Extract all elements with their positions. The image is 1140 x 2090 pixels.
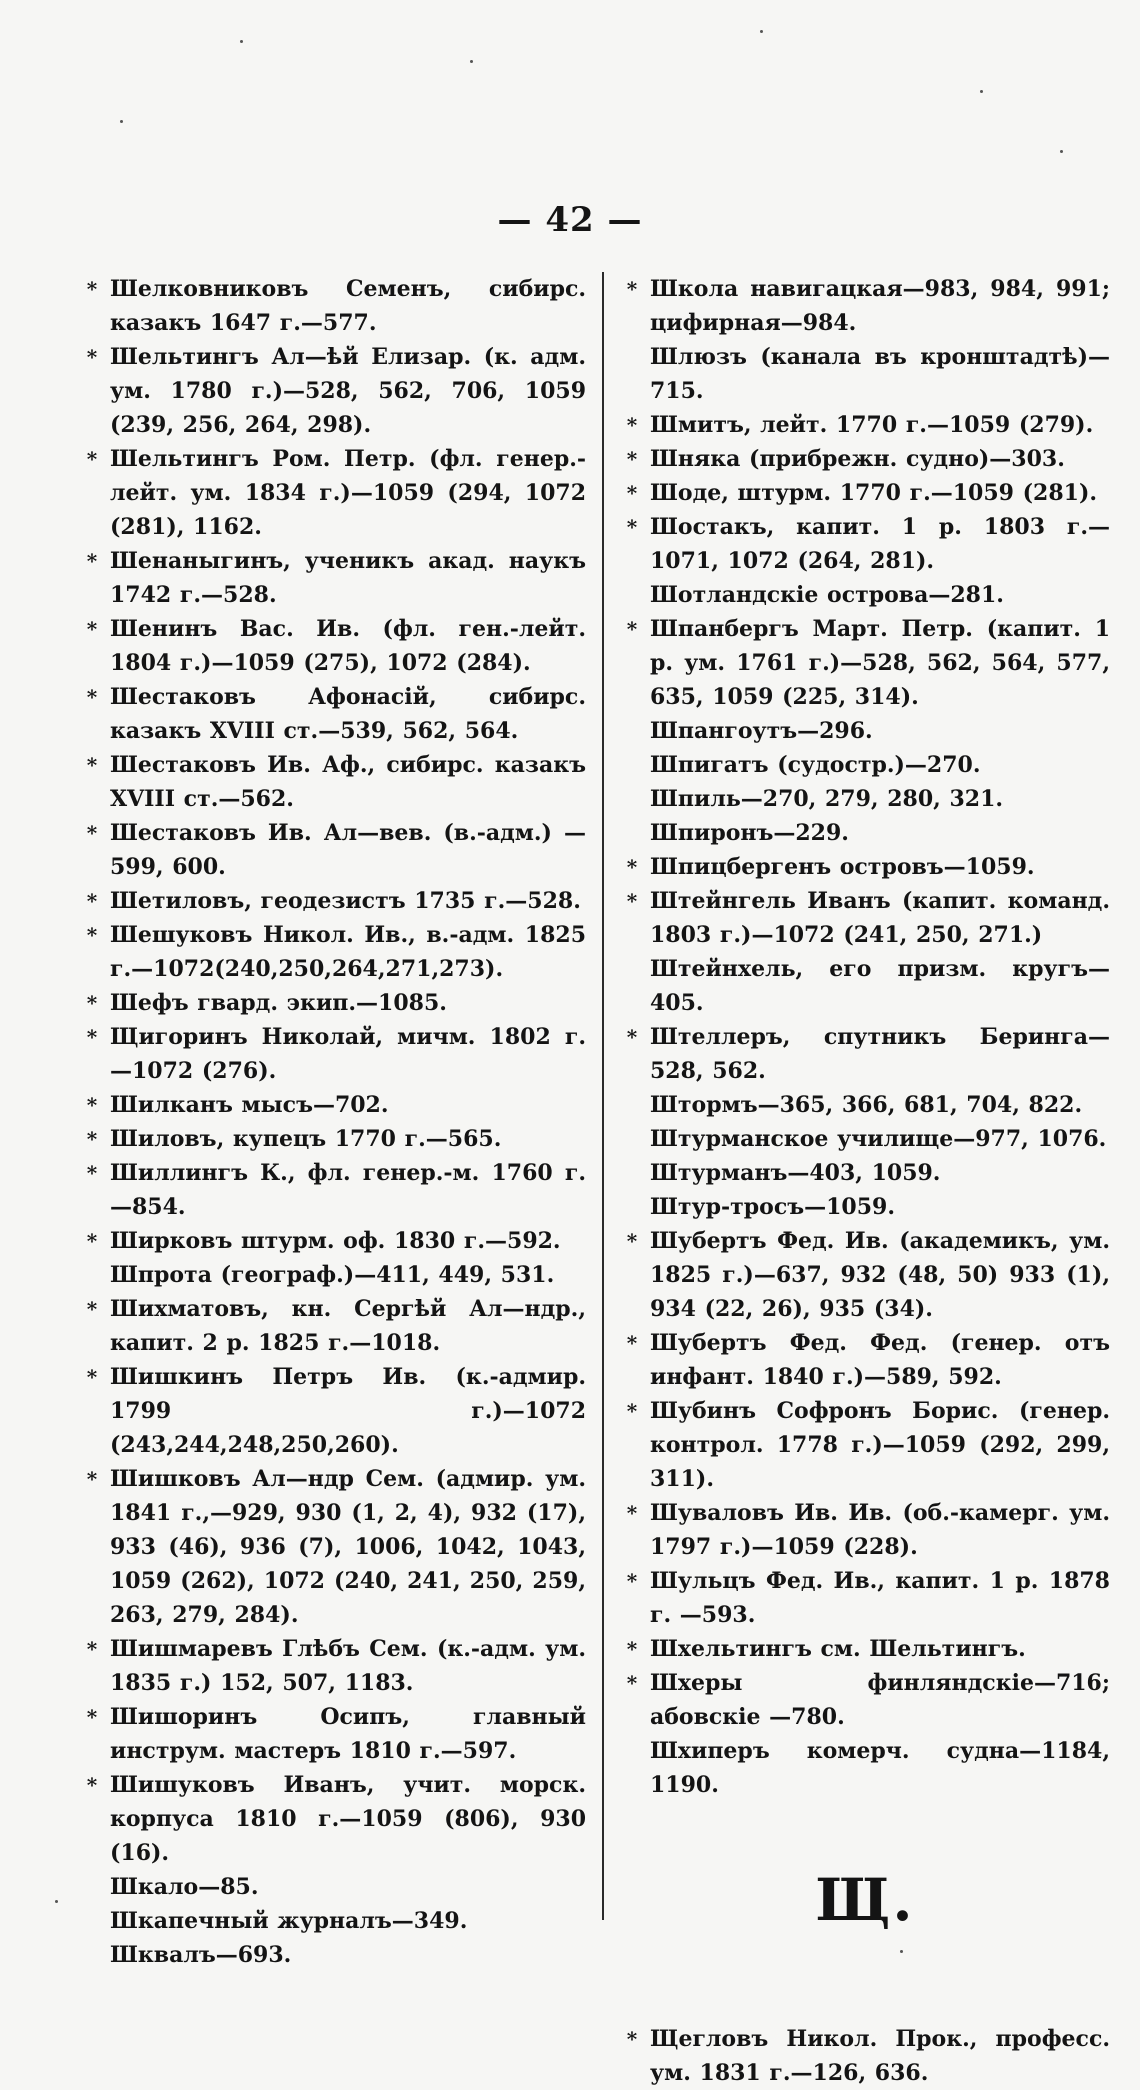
index-entry xyxy=(80,680,586,748)
index-entry xyxy=(620,1020,1110,1088)
entry-text: Шишоринъ Осипъ, главный инструм. мастеръ 1810 г.—597. xyxy=(110,1704,586,1764)
entry-text: Штур-тросъ—1059. xyxy=(650,1194,895,1220)
entry-text: Штормъ—365, 366, 681, 704, 822. xyxy=(650,1092,1083,1118)
asterisk-marker: * xyxy=(626,277,638,301)
asterisk-marker: * xyxy=(626,481,638,505)
entry-text: Шкапечный журналъ—349. xyxy=(110,1908,468,1934)
asterisk-marker: * xyxy=(86,345,98,369)
asterisk-marker: * xyxy=(86,447,98,471)
asterisk-marker: * xyxy=(86,617,98,641)
entry-text: Шубинъ Софронъ Борис. (генер. контрол. 1778 г.)—1059 (292, 299, 311). xyxy=(650,1398,1110,1492)
asterisk-marker: * xyxy=(86,1467,98,1491)
entry-text: Штурманское училище—977, 1076. xyxy=(650,1126,1107,1152)
asterisk-marker: * xyxy=(626,1399,638,1423)
index-entry xyxy=(80,1360,586,1462)
entry-text: Шмитъ, лейт. 1770 г.—1059 (279). xyxy=(650,412,1094,438)
scan-speck xyxy=(120,120,123,123)
index-entry xyxy=(80,816,586,884)
entry-text: Шпиль—270, 279, 280, 321. xyxy=(650,786,1004,812)
asterisk-marker: * xyxy=(86,923,98,947)
index-entry xyxy=(80,442,586,544)
asterisk-marker: * xyxy=(626,1229,638,1253)
index-entry xyxy=(80,1088,586,1122)
index-entry xyxy=(620,782,1110,816)
index-entry xyxy=(620,1088,1110,1122)
index-entry xyxy=(80,1020,586,1088)
entry-text: Штеллеръ, спутникъ Беринга—528, 562. xyxy=(650,1024,1110,1084)
entry-text: Шпиронъ—229. xyxy=(650,820,849,846)
right-column xyxy=(620,272,1110,2090)
index-entry xyxy=(620,1496,1110,1564)
index-entry xyxy=(80,340,586,442)
right-column-after-section-list xyxy=(620,2022,1110,2090)
entry-text: Шостакъ, капит. 1 р. 1803 г.—1071, 1072 (264, 281). xyxy=(650,514,1110,574)
entry-text: Щегловъ Никол. Прок., професс. ум. 1831 г.—126, 636. xyxy=(650,2026,1110,2086)
entry-text: Шенаныгинъ, ученикъ акад. наукъ 1742 г.—528. xyxy=(110,548,586,608)
index-entry xyxy=(80,1258,586,1292)
entry-text: Шестаковъ Ив. Аф., сибирс. казакъ XVIII ст.—562. xyxy=(110,752,586,812)
index-entry xyxy=(80,1870,586,1904)
index-entry xyxy=(620,1632,1110,1666)
index-entry xyxy=(620,1326,1110,1394)
index-entry xyxy=(80,918,586,986)
asterisk-marker: * xyxy=(86,1093,98,1117)
index-entry xyxy=(80,544,586,612)
index-entry xyxy=(80,1632,586,1700)
index-entry xyxy=(620,2022,1110,2090)
index-entry xyxy=(620,340,1110,408)
column-divider xyxy=(602,272,604,1920)
asterisk-marker: * xyxy=(86,1637,98,1661)
entry-text: Шилканъ мысъ—702. xyxy=(110,1092,389,1118)
index-entry xyxy=(80,612,586,680)
asterisk-marker: * xyxy=(626,2027,638,2051)
entry-text: Шпанбергъ Март. Петр. (капит. 1 р. ум. 1761 г.)—528, 562, 564, 577, 635, 1059 (225, 314). xyxy=(650,616,1110,710)
asterisk-marker: * xyxy=(86,1365,98,1389)
index-entry xyxy=(620,1122,1110,1156)
index-entry xyxy=(80,1224,586,1258)
entry-text: Штейнгель Иванъ (капит. команд. 1803 г.)—1072 (241, 250, 271.) xyxy=(650,888,1110,948)
entry-text: Шестаковъ Афонасій, сибирс. казакъ XVIII ст.—539, 562, 564. xyxy=(110,684,586,744)
entry-text: Шульцъ Фед. Ив., капит. 1 р. 1878 г. —593. xyxy=(650,1568,1110,1628)
asterisk-marker: * xyxy=(86,549,98,573)
index-entry xyxy=(80,1292,586,1360)
asterisk-marker: * xyxy=(86,821,98,845)
entry-text: Шельтингъ Ром. Петр. (фл. генер.-лейт. ум. 1834 г.)—1059 (294, 1072 (281), 1162. xyxy=(110,446,586,540)
entry-text: Шенинъ Вас. Ив. (фл. ген.-лейт. 1804 г.)—1059 (275), 1072 (284). xyxy=(110,616,586,676)
entry-text: Шешуковъ Никол. Ив., в.-адм. 1825 г.—1072(240,250,264,271,273). xyxy=(110,922,586,982)
scan-speck xyxy=(55,1900,58,1903)
entry-text: Шубертъ Фед. Фед. (генер. отъ инфант. 1840 г.)—589, 592. xyxy=(650,1330,1110,1390)
asterisk-marker: * xyxy=(86,1127,98,1151)
index-entry xyxy=(80,1462,586,1632)
entry-text: Шпрота (географ.)—411, 449, 531. xyxy=(110,1262,555,1288)
index-entry xyxy=(620,850,1110,884)
page-number: — 42 — xyxy=(497,200,643,240)
index-entry xyxy=(620,442,1110,476)
entry-text: Шиллингъ К., фл. генер.-м. 1760 г. —854. xyxy=(110,1160,586,1220)
index-entry xyxy=(620,1564,1110,1632)
asterisk-marker: * xyxy=(626,617,638,641)
entry-text: Шелковниковъ Семенъ, сибирс. казакъ 1647 г.—577. xyxy=(110,276,586,336)
index-entry xyxy=(620,884,1110,952)
scan-speck xyxy=(1060,150,1063,153)
asterisk-marker: * xyxy=(626,1025,638,1049)
asterisk-marker: * xyxy=(86,1297,98,1321)
index-entry xyxy=(620,1224,1110,1326)
entry-text: Шхиперъ комерч. судна—1184, 1190. xyxy=(650,1738,1110,1798)
index-entry xyxy=(620,748,1110,782)
entry-text: Шпигатъ (судостр.)—270. xyxy=(650,752,981,778)
index-entry xyxy=(80,1768,586,1870)
entry-text: Шишмаревъ Глѣбъ Сем. (к.-адм. ум. 1835 г.) 152, 507, 1183. xyxy=(110,1636,586,1696)
entry-text: Шхельтингъ см. Шельтингъ. xyxy=(650,1636,1026,1662)
section-letter: Щ. xyxy=(815,1866,915,1934)
index-entry xyxy=(620,476,1110,510)
asterisk-marker: * xyxy=(86,1025,98,1049)
entry-text: Шишкинъ Петръ Ив. (к.-адмир. 1799 г.)—1072 (243,244,248,250,260). xyxy=(110,1364,586,1458)
asterisk-marker: * xyxy=(626,1637,638,1661)
index-entry xyxy=(80,272,586,340)
entry-text: Шубертъ Фед. Ив. (академикъ, ум. 1825 г.)—637, 932 (48, 50) 933 (1), 934 (22, 26), 935 (34). xyxy=(650,1228,1110,1322)
index-entry xyxy=(620,1666,1110,1734)
entry-text: Шняка (прибрежн. судно)—303. xyxy=(650,446,1065,472)
asterisk-marker: * xyxy=(86,753,98,777)
index-entry xyxy=(80,1904,586,1938)
index-entry xyxy=(620,578,1110,612)
asterisk-marker: * xyxy=(626,413,638,437)
index-entry xyxy=(80,748,586,816)
asterisk-marker: * xyxy=(86,991,98,1015)
asterisk-marker: * xyxy=(626,447,638,471)
index-entry xyxy=(620,714,1110,748)
index-entry xyxy=(80,884,586,918)
asterisk-marker: * xyxy=(86,1705,98,1729)
entry-text: Шпицбергенъ островъ—1059. xyxy=(650,854,1035,880)
entry-text: Ширковъ штурм. оф. 1830 г.—592. xyxy=(110,1228,561,1254)
index-entry xyxy=(620,612,1110,714)
right-column-list xyxy=(620,272,1110,1802)
entry-text: Шхеры финляндскіе—716; абовскіе —780. xyxy=(650,1670,1110,1730)
asterisk-marker: * xyxy=(86,1773,98,1797)
asterisk-marker: * xyxy=(626,889,638,913)
index-entry xyxy=(620,816,1110,850)
index-entry xyxy=(620,1734,1110,1802)
index-entry xyxy=(80,986,586,1020)
asterisk-marker: * xyxy=(626,1569,638,1593)
asterisk-marker: * xyxy=(86,889,98,913)
entry-text: Шкало—85. xyxy=(110,1874,259,1900)
entry-text: Шоде, штурм. 1770 г.—1059 (281). xyxy=(650,480,1098,506)
asterisk-marker: * xyxy=(626,1671,638,1695)
index-entry xyxy=(620,1190,1110,1224)
scan-speck xyxy=(980,90,983,93)
index-entry xyxy=(620,1394,1110,1496)
entry-text: Шихматовъ, кн. Сергѣй Ал—ндр., капит. 2 р. 1825 г.—1018. xyxy=(110,1296,586,1356)
entry-text: Штурманъ—403, 1059. xyxy=(650,1160,941,1186)
index-entry xyxy=(80,1122,586,1156)
scan-speck xyxy=(760,30,763,33)
entry-text: Штейнхель, его призм. кругъ—405. xyxy=(650,956,1110,1016)
asterisk-marker: * xyxy=(86,1229,98,1253)
scan-speck xyxy=(240,40,243,43)
index-entry xyxy=(80,1156,586,1224)
entry-text: Шуваловъ Ив. Ив. (об.-камерг. ум. 1797 г.)—1059 (228). xyxy=(650,1500,1110,1560)
asterisk-marker: * xyxy=(626,1501,638,1525)
entry-text: Шпангоутъ—296. xyxy=(650,718,873,744)
index-entry xyxy=(620,952,1110,1020)
index-entry xyxy=(620,272,1110,340)
entry-text: Шестаковъ Ив. Ал—вев. (в.-адм.) —599, 600. xyxy=(110,820,586,880)
index-entry xyxy=(80,1700,586,1768)
index-entry xyxy=(620,510,1110,578)
asterisk-marker: * xyxy=(626,515,638,539)
entry-text: Шетиловъ, геодезистъ 1735 г.—528. xyxy=(110,888,581,914)
entry-text: Шефъ гвард. экип.—1085. xyxy=(110,990,447,1016)
asterisk-marker: * xyxy=(626,855,638,879)
entry-text: Шельтингъ Ал—ѣй Елизар. (к. адм. ум. 1780 г.)—528, 562, 706, 1059 (239, 256, 264, 298). xyxy=(110,344,586,438)
entry-text: Шквалъ—693. xyxy=(110,1942,292,1968)
index-entry xyxy=(620,1156,1110,1190)
entry-text: Шлюзъ (канала въ кронштадтѣ)—715. xyxy=(650,344,1110,404)
asterisk-marker: * xyxy=(626,1331,638,1355)
asterisk-marker: * xyxy=(86,277,98,301)
left-column xyxy=(80,272,586,1972)
asterisk-marker: * xyxy=(86,1161,98,1185)
index-entry xyxy=(620,408,1110,442)
entry-text: Щигоринъ Николай, мичм. 1802 г. —1072 (276). xyxy=(110,1024,586,1084)
scan-speck xyxy=(470,60,473,63)
entry-text: Шиловъ, купецъ 1770 г.—565. xyxy=(110,1126,502,1152)
index-entry xyxy=(80,1938,586,1972)
entry-text: Школа навигацкая—983, 984, 991; цифирная—984. xyxy=(650,276,1110,336)
entry-text: Шишковъ Ал—ндр Сем. (адмир. ум. 1841 г.,—929, 930 (1, 2, 4), 932 (17), 933 (46), 936 (7), 1006, 1042, 1043, 1059 (262), 1072 (240, 241, 250, 259, 263, 279, 284). xyxy=(110,1466,586,1628)
scan-speck xyxy=(900,1950,903,1953)
entry-text: Шишуковъ Иванъ, учит. морск. корпуса 1810 г.—1059 (806), 930 (16). xyxy=(110,1772,586,1866)
entry-text: Шотландскіе острова—281. xyxy=(650,582,1004,608)
asterisk-marker: * xyxy=(86,685,98,709)
